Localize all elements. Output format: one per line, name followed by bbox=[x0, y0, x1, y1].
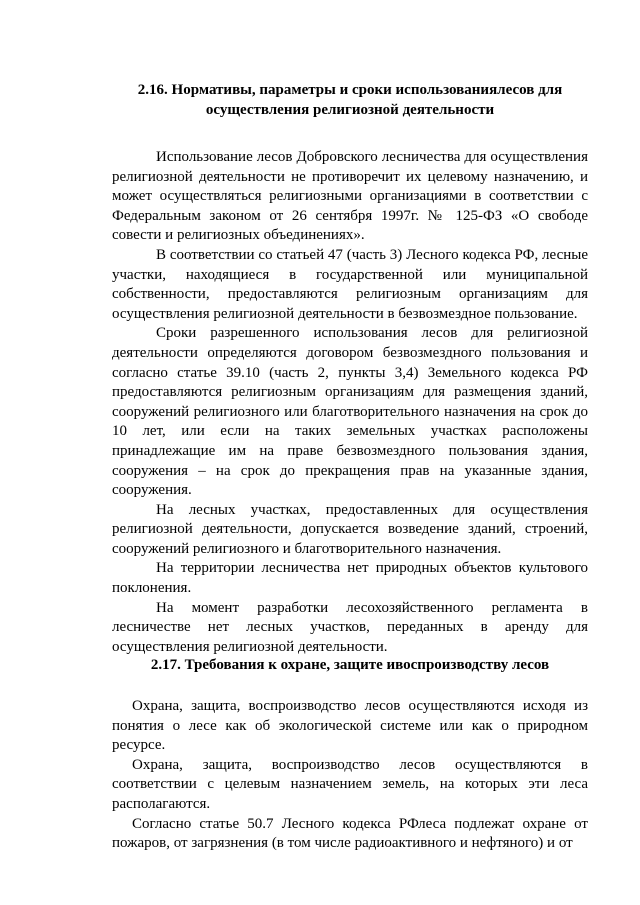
paragraph-religious-use: Использование лесов Добровского лесничества для осуществления религиозной деятельности не противоречит их целевому назначению, и может осуществляться религиозными организациями в соответствии с Федеральным законом от 26 сентября 1997г. № 125-ФЗ «О свободе совести и религиозных объединениях». bbox=[112, 149, 588, 244]
paragraph-article-47: В соответствии со статьей 47 (часть 3) Лесного кодекса РФ, лесные участки, находящиеся в государственной или муниципальной собственности, предоставляются религиозным организациям для осуществления религиозной деятельности в безвозмездное пользование. bbox=[112, 246, 588, 322]
section-heading-2-17: 2.17. Требования к охране, защите ивоспроизводству лесов bbox=[150, 657, 550, 673]
paragraph-protection-basis: Охрана, защита, воспроизводство лесов осуществляются исходя из понятия о лесе как об экологической системе или как о природном ресурсе. bbox=[112, 698, 588, 754]
paragraph-construction-allowed: На лесных участках, предоставленных для осуществления религиозной деятельности, допускается возведение зданий, строений, сооружений религиозного и благотворительного назначения. bbox=[112, 501, 588, 557]
paragraph-no-leased-plots: На момент разработки лесохозяйственного регламента в лесничестве нет лесных участков, переданных в аренду для осуществления религиозной деятельности. bbox=[112, 599, 588, 655]
section-heading-2-16: 2.16. Нормативы, параметры и сроки использованиялесов для осуществления религиозной деятельности bbox=[137, 82, 563, 118]
paragraph-no-cult-objects: На территории лесничества нет природных объектов культового поклонения. bbox=[112, 560, 588, 597]
paragraph-article-50-7: Согласно статье 50.7 Лесного кодекса РФлеса подлежат охране от пожаров, от загрязнения (в том числе радиоактивного и нефтяного) и от bbox=[112, 815, 588, 852]
paragraph-terms-of-use: Сроки разрешенного использования лесов для религиозной деятельности определяются договором безвозмездного пользования и согласно статье 39.10 (часть 2, пункты 3,4) Земельного кодекса РФ предоставляются религиозным организациям для размещения зданий, сооружений религиозного или благотворительного назначения на срок до 10 лет, или если на таких земельных участках расположены принадлежащие им на праве безвозмездного пользования здания, сооружения – на срок до прекращения прав на указанные здания, сооружения. bbox=[112, 325, 588, 499]
paragraph-protection-purpose: Охрана, защита, воспроизводство лесов осуществляются в соответствии с целевым назначением земель, на которых эти леса располагаются. bbox=[112, 756, 588, 812]
section-2-17 bbox=[112, 655, 588, 854]
section-2-16 bbox=[112, 80, 588, 657]
